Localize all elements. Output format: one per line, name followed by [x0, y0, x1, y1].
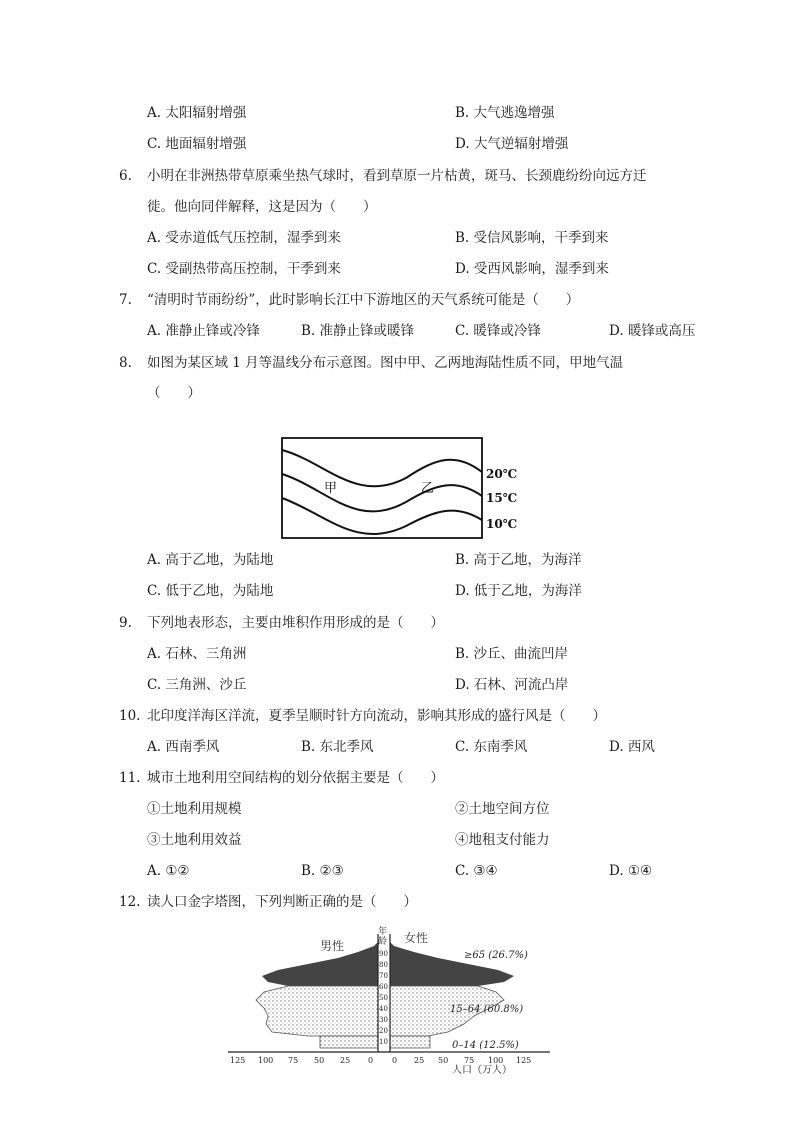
pyramid-x-tick-right-100: 100: [488, 1056, 504, 1065]
q6-number: 6.: [119, 168, 132, 184]
isotherm-line-10: [282, 498, 482, 534]
q6-option-c[interactable]: C. 受副热带高压控制，干季到来: [147, 261, 341, 277]
q11-number: 11.: [119, 770, 141, 786]
pyramid-age-tick-10: 10: [379, 1038, 388, 1046]
q8-option-a[interactable]: A. 高于乙地，为陆地: [147, 552, 274, 568]
q5-option-d[interactable]: D. 大气逆辐射增强: [455, 136, 569, 152]
q10-option-d[interactable]: D. 西风: [609, 739, 655, 755]
q11-item-1: ①土地利用规模: [147, 801, 242, 817]
pyramid-female-0-14: [390, 1036, 430, 1048]
pyramid-group-65plus: ≥65 (26.7%): [464, 950, 528, 961]
q9-option-d[interactable]: D. 石林、河流凸岸: [455, 677, 569, 693]
q6-option-b[interactable]: B. 受信风影响，干季到来: [455, 230, 609, 246]
isotherm-line-20: [282, 450, 482, 486]
pyramid-male-label: 男性: [320, 939, 345, 953]
isotherm-figure: [276, 432, 526, 544]
q9-option-a[interactable]: A. 石林、三角洲: [147, 646, 247, 662]
pyramid-x-tick-left-50: 50: [314, 1056, 325, 1065]
pyramid-group-0-14: 0–14 (12.5%): [452, 1040, 519, 1051]
pyramid-age-tick-30: 30: [379, 1016, 388, 1024]
isotherm-label-15: 15℃: [486, 491, 518, 505]
q10-option-a[interactable]: A. 西南季风: [147, 739, 220, 755]
label-yi: 乙: [421, 481, 435, 496]
q7-option-b[interactable]: B. 准静止锋或暖锋: [301, 323, 415, 339]
pyramid-x-tick-left-100: 100: [258, 1056, 274, 1065]
pyramid-x-tick-left-125: 125: [230, 1056, 246, 1065]
q11-option-b[interactable]: B. ②③: [301, 863, 344, 879]
q8-option-c[interactable]: C. 低于乙地，为陆地: [147, 583, 274, 599]
q11-item-2: ②土地空间方位: [455, 801, 550, 817]
pyramid-x-tick-left-75: 75: [288, 1056, 299, 1065]
q8-stem-line2: （ ）: [147, 385, 201, 401]
pyramid-age-tick-70: 70: [379, 972, 388, 980]
q8-stem-line1: 如图为某区域 1 月等温线分布示意图。图中甲、乙两地海陆性质不同，甲地气温: [147, 355, 624, 371]
pyramid-age-tick-40: 40: [379, 1005, 388, 1013]
q6-stem-line1: 小明在非洲热带草原乘坐热气球时，看到草原一片枯黄，斑马、长颈鹿纷纷向远方迁: [147, 168, 647, 184]
pyramid-x-axis-label: 人口（万人）: [452, 1065, 512, 1074]
q9-option-b[interactable]: B. 沙丘、曲流凹岸: [455, 646, 569, 662]
pyramid-age-tick-20: 20: [379, 1027, 388, 1035]
q10-stem: 北印度洋海区洋流，夏季呈顺时针方向流动，影响其形成的盛行风是（ ）: [147, 708, 606, 724]
q12-stem: 读人口金字塔图，下列判断正确的是（ ）: [147, 894, 417, 910]
q6-stem-line2: 徙。他向同伴解释，这是因为（ ）: [147, 199, 377, 215]
pyramid-age-tick-80: 80: [379, 961, 388, 969]
pyramid-male-0-14: [320, 1036, 378, 1048]
pyramid-female-label: 女性: [404, 931, 429, 945]
q7-option-d[interactable]: D. 暖锋或高压: [609, 323, 696, 339]
q11-option-d[interactable]: D. ①④: [609, 863, 653, 879]
isotherm-label-10: 10℃: [486, 517, 518, 531]
q9-option-c[interactable]: C. 三角洲、沙丘: [147, 677, 247, 693]
pyramid-age-tick-60: 60: [379, 983, 388, 991]
pyramid-male-15-64: [256, 986, 378, 1036]
q11-item-4: ④地租支付能力: [455, 832, 550, 848]
q7-number: 7.: [119, 292, 132, 308]
q12-number: 12.: [119, 894, 141, 910]
q8-option-b[interactable]: B. 高于乙地，为海洋: [455, 552, 582, 568]
q8-number: 8.: [119, 355, 132, 371]
population-pyramid: [228, 924, 568, 1074]
q7-option-a[interactable]: A. 准静止锋或冷锋: [147, 323, 260, 339]
q11-option-c[interactable]: C. ③④: [455, 863, 498, 879]
pyramid-x-tick-right-25: 25: [414, 1056, 425, 1065]
q10-number: 10.: [119, 708, 141, 724]
pyramid-age-tick-90: 90: [379, 950, 388, 958]
q5-option-a[interactable]: A. 太阳辐射增强: [147, 105, 247, 121]
pyramid-age-tick-50: 50: [379, 994, 388, 1002]
pyramid-x-tick-right-75: 75: [464, 1056, 475, 1065]
pyramid-x-tick-right-0: 0: [392, 1056, 398, 1065]
q5-option-c[interactable]: C. 地面辐射增强: [147, 136, 247, 152]
q7-stem: “清明时节雨纷纷”，此时影响长江中下游地区的天气系统可能是（ ）: [147, 292, 580, 308]
pyramid-x-tick-left-25: 25: [340, 1056, 351, 1065]
pyramid-x-tick-left-0: 0: [368, 1056, 374, 1065]
q11-option-a[interactable]: A. ①②: [147, 863, 190, 879]
q6-option-d[interactable]: D. 受西风影响，湿季到来: [455, 261, 609, 277]
pyramid-x-tick-right-125: 125: [516, 1056, 532, 1065]
q11-item-3: ③土地利用效益: [147, 832, 242, 848]
q10-option-c[interactable]: C. 东南季风: [455, 739, 528, 755]
q5-option-b[interactable]: B. 大气逃逸增强: [455, 105, 555, 121]
pyramid-age-label-top: 年: [378, 927, 388, 937]
q11-stem: 城市土地利用空间结构的划分依据主要是（ ）: [147, 770, 444, 786]
q9-stem: 下列地表形态，主要由堆积作用形成的是（ ）: [147, 615, 444, 631]
q7-option-c[interactable]: C. 暖锋或冷锋: [455, 323, 541, 339]
isotherm-label-20: 20℃: [486, 467, 518, 481]
q10-option-b[interactable]: B. 东北季风: [301, 739, 374, 755]
q6-option-a[interactable]: A. 受赤道低气压控制，湿季到来: [147, 230, 341, 246]
pyramid-female-65plus: [390, 942, 514, 986]
pyramid-x-tick-right-50: 50: [438, 1056, 449, 1065]
isotherm-line-15: [282, 474, 482, 511]
q9-number: 9.: [119, 615, 132, 631]
pyramid-group-15-64: 15–64 (60.8%): [450, 1004, 524, 1015]
label-jia: 甲: [324, 481, 338, 496]
q8-option-d[interactable]: D. 低于乙地，为海洋: [455, 583, 582, 599]
pyramid-age-label-bottom: 龄: [378, 937, 388, 947]
